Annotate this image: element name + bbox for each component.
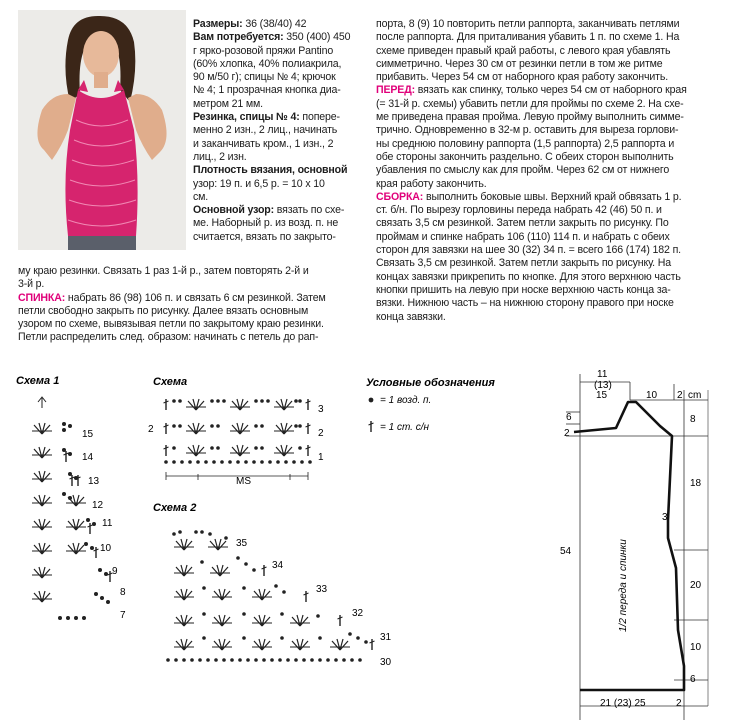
text-line: прибавить. Через 54 см от наборного края работу закончить. xyxy=(376,71,668,84)
scheme1-title: Схема 1 xyxy=(16,375,60,387)
scheme2-row-label: 33 xyxy=(316,584,328,595)
dim-top-3: 15 xyxy=(596,390,608,401)
dim-left-2: 2 xyxy=(564,428,570,439)
text-line: см. xyxy=(193,190,209,203)
text-line: проймам и спинке набрать 106 (110) 114 п. и набрать с обеих xyxy=(376,230,670,243)
scheme1-row-label: 12 xyxy=(92,500,104,511)
text-line: (60% хлопка, 40% полиакрила, xyxy=(193,57,342,70)
text-line: симметрично. Через 30 см от резинки петли в том же ритме xyxy=(376,57,663,70)
text-line: и заканчивать кром., 1 изн., 2 xyxy=(193,137,334,150)
rib-label: Резинка, спицы № 4: xyxy=(193,111,300,124)
scheme2-row-label: 34 xyxy=(272,560,284,571)
scheme1-row-label: 13 xyxy=(88,476,100,487)
need-label: Вам потребуется: xyxy=(193,31,284,44)
text-line: 350 (400) 450 xyxy=(283,31,351,44)
dim-unit-cm: cm xyxy=(688,390,702,401)
text-line: вязать как спинку, только через 54 см от наборного края xyxy=(415,84,687,97)
dim-right-1: 8 xyxy=(690,414,696,425)
text-line: 3-й р. xyxy=(18,278,45,291)
dim-bottom-2: 2 xyxy=(676,698,682,709)
text-line: кнопки пришить на левую при носке верхнюю часть конца за- xyxy=(376,283,671,296)
text-line: петли свободно закрыть по рисунку. Далее вязать основным xyxy=(18,304,309,317)
legend-dc: = 1 ст. с/н xyxy=(380,422,430,433)
dim-top-5: 2 xyxy=(677,390,683,401)
text-line: ме. Наборный р. из возд. п. не xyxy=(193,217,339,230)
dim-top-1: 11 xyxy=(597,370,608,380)
front-label: ПЕРЕД: xyxy=(376,84,415,97)
scheme-title: Схема xyxy=(153,376,188,388)
dim-mid: 3 xyxy=(662,512,668,523)
text-line: ны среднюю половину раппорта (1,5 раппорта) 2,5 раппорта и xyxy=(376,137,675,150)
double-crochet-symbol-icon xyxy=(369,421,374,432)
scheme2-row-label: 35 xyxy=(236,538,248,549)
scheme1-row-label: 10 xyxy=(100,543,112,554)
text-line: трично. Одновременно в 32-м р. оставить для выреза горлови- xyxy=(376,124,679,137)
scheme2-row-label: 30 xyxy=(380,657,392,668)
dim-right-2: 18 xyxy=(690,478,702,489)
text-line: набрать 86 (98) 106 п. и связать 6 см резинкой. Затем xyxy=(65,291,326,304)
scheme1-row-label: 14 xyxy=(82,452,94,463)
text-line: убавления по смыслу как для пройм. Через 62 см от нижнего xyxy=(376,164,670,177)
dim-right-4: 10 xyxy=(690,642,702,653)
text-line: 90 м/50 г); спицы № 4; крючок xyxy=(193,71,336,84)
dim-left-3: 54 xyxy=(560,546,572,557)
text-line: конца завязки. xyxy=(376,310,446,323)
dim-top-4: 10 xyxy=(646,390,658,401)
text-line: метром 21 мм. xyxy=(193,97,263,110)
text-line: выполнить боковые швы. Верхний край обвязать 1 р. xyxy=(423,190,682,203)
legend-chain: = 1 возд. п. xyxy=(380,395,432,406)
text-line: схеме приведен правый край работы, с левого края убавлять xyxy=(376,44,671,57)
text-line: попере- xyxy=(299,111,340,124)
scheme-chart xyxy=(164,399,312,480)
scheme-row-label: 3 xyxy=(318,404,324,415)
text-line: № 4; 1 прозрачная кнопка диа- xyxy=(193,84,341,97)
text-line: вязки. Нижнюю часть – на нижнюю сторону правого при носке xyxy=(376,297,674,310)
pattern-label: Основной узор: xyxy=(193,204,274,217)
scheme-row-label: 2 xyxy=(318,428,324,439)
text-line: ме приведена правая пройма. Левую пройму выполнить симме- xyxy=(376,111,684,124)
sizes-value: 36 (38/40) 42 xyxy=(242,18,307,30)
text-line: связать 3,5 см резинкой. Затем петли закрыть по рисунку. По xyxy=(376,217,669,230)
text-line: после раппорта. Для приталивания убавить 1 п. по схеме 1. На xyxy=(376,31,680,44)
scheme1-row-label: 8 xyxy=(120,587,126,598)
text-line: узор: 19 п. и 6,5 р. = 10 х 10 xyxy=(193,177,325,190)
back-label: СПИНКА: xyxy=(18,291,66,304)
instructions-block xyxy=(376,18,740,324)
assembly-label: СБОРКА: xyxy=(376,190,424,203)
scheme1-row-label: 9 xyxy=(112,566,118,577)
scheme1-row-label: 7 xyxy=(120,610,126,621)
scheme-row-label: 1 xyxy=(318,452,324,463)
back-block xyxy=(18,265,368,345)
materials-block xyxy=(193,18,361,244)
garment-pattern xyxy=(566,374,708,720)
text-line: менно 2 изн., 2 лиц., начинать xyxy=(193,124,338,137)
text-line: концах завязки прикрепить по кнопке. Для этого верхнюю часть xyxy=(376,270,681,283)
scheme-ms-label: MS xyxy=(236,476,251,487)
text-line: г ярко-розовой пряжи Pantino xyxy=(193,44,334,57)
dim-right-5: 6 xyxy=(690,674,696,685)
dim-top-2: (13) xyxy=(594,380,612,391)
text-line: считается, вязать по закрыто- xyxy=(193,230,336,243)
diagrams-area xyxy=(0,370,750,728)
dim-right-3: 20 xyxy=(690,580,702,591)
text-line: му краю резинки. Связать 1 раз 1-й р., затем повторять 2-й и xyxy=(18,265,309,277)
text-line: ст. б/н. По вырезу горловины переда набрать 42 (46) 50 п. и xyxy=(376,204,662,217)
scheme2-row-label: 31 xyxy=(380,632,392,643)
gauge-label: Плотность вязания, основной xyxy=(193,164,348,177)
text-line: Петли распределить след. образом: начинать с петель до рап- xyxy=(18,331,319,344)
scheme1-row-label: 15 xyxy=(82,429,94,440)
text-line: порта, 8 (9) 10 повторить петли раппорта, заканчивать петлями xyxy=(376,18,680,30)
dim-left-1: 6 xyxy=(566,412,572,423)
text-line: края работу закончить. xyxy=(376,177,487,190)
legend-title: Условные обозначения xyxy=(366,377,495,389)
text-line: сторон для завязки на шее 30 (32) 34 п. = всего 166 (174) 182 п. xyxy=(376,244,681,257)
scheme-left-row: 2 xyxy=(148,424,154,435)
text-line: (= 31-й р. схемы) убавить петли для проймы по схеме 2. На схе- xyxy=(376,97,684,110)
scheme2-row-label: 32 xyxy=(352,608,364,619)
scheme2-chart xyxy=(166,530,374,662)
model-photo xyxy=(18,10,186,250)
pattern-label: 1/2 переда и спинки xyxy=(618,539,629,632)
dim-bottom-1: 21 (23) 25 xyxy=(600,698,646,709)
chain-symbol-icon xyxy=(369,398,374,403)
text-line: обе стороны закончить раздельно. С обеих сторон выполнить xyxy=(376,150,674,163)
scheme1-row-label: 11 xyxy=(102,518,113,529)
text-line: Связать 3,5 см резинкой. Затем петли закрыть по рисунку. На xyxy=(376,257,671,270)
text-line: лиц., 2 изн. xyxy=(193,150,247,163)
text-line: вязать по схе- xyxy=(273,204,345,217)
sizes-label: Размеры: xyxy=(193,18,243,30)
text-line: узором по схеме, вывязывая петли по закрытому краю резинки. xyxy=(18,318,324,331)
scheme2-title: Схема 2 xyxy=(153,502,197,514)
